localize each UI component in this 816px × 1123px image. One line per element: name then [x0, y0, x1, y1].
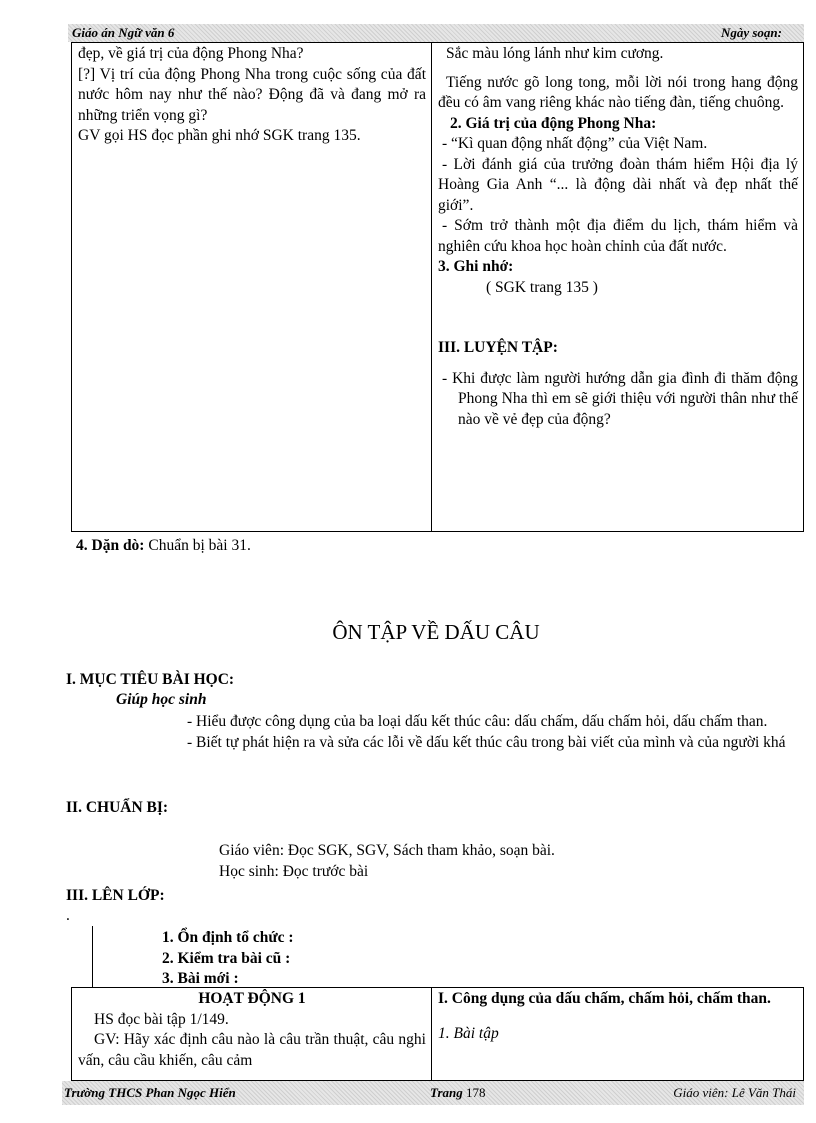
activity-line-2: GV: Hãy xác định câu nào là câu trần thuật, câu nghi vấn, câu cầu khiến, câu cảm: [78, 1031, 426, 1069]
footer-page-number: 178: [466, 1085, 486, 1100]
left-line-3: GV gọi HS đọc phần ghi nhớ SGK trang 135.: [78, 127, 361, 144]
table-2-left-cell: [78, 989, 426, 1071]
objective-1: - Hiểu được công dụng của ba loại dấu kết thúc câu: dấu chấm, dấu chấm hỏi, dấu chấm than.: [187, 713, 768, 730]
footer-school: Trường THCS Phan Ngọc Hiển: [64, 1085, 236, 1100]
table-1-divider: [431, 42, 432, 532]
exercise-label: 1. Bài tập: [438, 1024, 499, 1042]
step-1: 1. Ổn định tổ chức :: [162, 929, 294, 946]
left-line-2: [?] Vị trí của động Phong Nha trong cuộc sống của đất nước hôm nay như thế nào? Động đã và đang mở ra những triển vọng gì?: [78, 65, 426, 124]
class-procedure-heading: III. LÊN LỚP:: [66, 887, 165, 904]
teacher-preparation: Giáo viên: Đọc SGK, SGV, Sách tham khảo, soạn bài.: [219, 842, 555, 859]
footer-teacher: Giáo viên: Lê Văn Thái: [673, 1085, 796, 1100]
right-p1: Sắc màu lóng lánh như kim cương.: [446, 45, 664, 62]
objectives-list: [137, 712, 797, 753]
practice-heading: III. LUYỆN TẬP:: [438, 339, 558, 356]
steps-left-rule: [92, 926, 93, 988]
footer-page-label: Trang: [430, 1085, 463, 1100]
usage-heading: I. Công dụng của dấu chấm, chấm hỏi, chấm than.: [438, 990, 771, 1007]
step-3: 3. Bài mới :: [162, 970, 239, 987]
step-2: 2. Kiểm tra bài cũ :: [162, 949, 291, 967]
objectives-subheading: Giúp học sinh: [116, 691, 207, 708]
page-header: [68, 24, 804, 42]
value-item-3: - Sớm trở thành một địa điểm du lịch, thám hiểm và nghiên cứu khoa học hoàn chỉnh của đất nước.: [438, 217, 798, 255]
activity-line-1: HS đọc bài tập 1/149.: [94, 1010, 229, 1028]
student-preparation: Học sinh: Đọc trước bài: [219, 863, 369, 880]
footer-page: [430, 1085, 486, 1101]
practice-item: - Khi được làm người hướng dẫn gia đình đi thăm động Phong Nha thì em sẽ giới thiệu với người thân như thế nào về vẻ đẹp của động?: [442, 369, 798, 428]
objective-2: - Biết tự phát hiện ra và sửa các lỗi về dấu kết thúc câu trong bài viết của mình và của người khá: [187, 733, 786, 751]
value-item-1: - “Kì quan động nhất động” của Việt Nam.: [442, 135, 708, 152]
table-1-left-cell: [78, 44, 426, 147]
header-title: Giáo án Ngữ văn 6: [72, 25, 175, 40]
homework-text: Chuẩn bị bài 31.: [144, 537, 251, 554]
value-item-2: - Lời đánh giá của trưởng đoàn thám hiểm Hội địa lý Hoàng Gia Anh “... là động dài nhất và đẹp nhất thế giới”.: [438, 155, 798, 214]
memo-note: ( SGK trang 135 ): [486, 278, 598, 296]
lesson-title: ÔN TẬP VỀ DẤU CÂU: [332, 620, 540, 644]
homework-line: [76, 536, 251, 557]
homework-label: 4. Dặn dò:: [76, 537, 145, 554]
stray-dot: .: [66, 907, 70, 924]
section-3-heading: 3. Ghi nhớ:: [438, 258, 514, 275]
section-2-heading: 2. Giá trị của động Phong Nha:: [450, 114, 657, 132]
header-date-label: Ngày soạn:: [720, 25, 782, 40]
objectives-heading: I. MỤC TIÊU BÀI HỌC:: [66, 671, 235, 688]
left-line-1: đẹp, về giá trị của động Phong Nha?: [78, 45, 304, 62]
table-1-right-cell: [438, 44, 798, 430]
activity-heading: HOẠT ĐỘNG 1: [198, 990, 306, 1007]
preparation-heading: II. CHUẨN BỊ:: [66, 799, 169, 816]
steps-list: [162, 928, 294, 990]
right-p2: Tiếng nước gõ long tong, mỗi lời nói trong hang động đều có âm vang riêng khác nào tiếng đàn, tiếng chuông.: [438, 73, 798, 111]
page-footer: [62, 1081, 804, 1105]
table-2-right-cell: [438, 989, 798, 1044]
table-2-divider: [431, 987, 432, 1081]
